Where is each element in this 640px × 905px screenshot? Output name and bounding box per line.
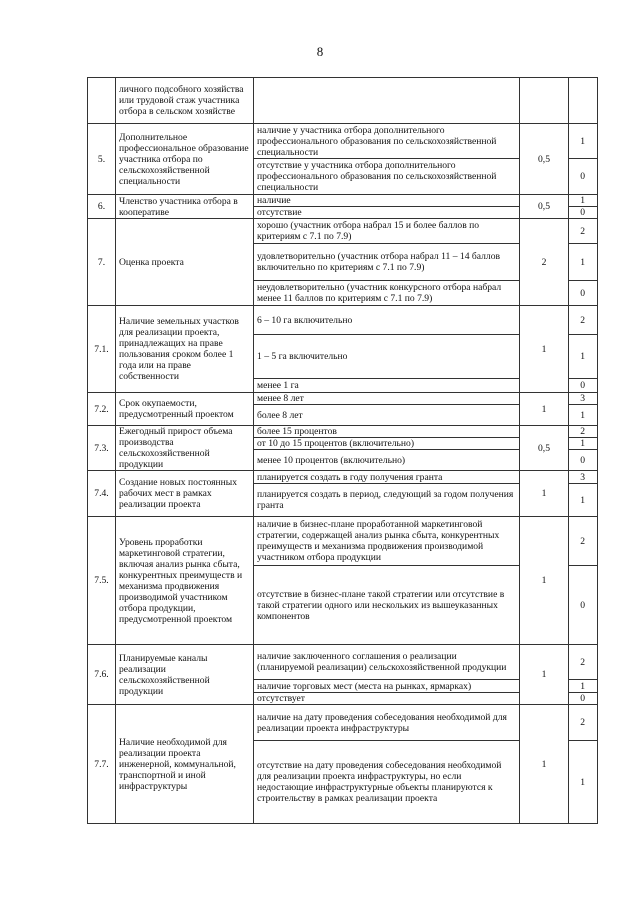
option-score: 1: [569, 244, 598, 281]
criterion-option: 6 – 10 га включительно: [254, 306, 520, 335]
criterion-option: от 10 до 15 процентов (включительно): [254, 438, 520, 450]
criterion-name: Планируемые каналы реализации сельскохозяйственной продукции: [116, 645, 254, 705]
criterion-weight: 0,5: [520, 426, 569, 471]
criterion-option: наличие у участника отбора дополнительного профессионального образования по сельскохозяйственной специальности: [254, 124, 520, 159]
criterion-option: удовлетворительно (участник отбора набрал 11 – 14 баллов включительно по критериям с 7.1 по 7.9): [254, 244, 520, 281]
table-row: [88, 78, 598, 124]
criterion-option: более 15 процентов: [254, 426, 520, 438]
option-score: 1: [569, 195, 598, 207]
criterion-number: 7.3.: [88, 426, 116, 471]
option-score: 0: [569, 379, 598, 393]
criterion-weight: 1: [520, 471, 569, 517]
criterion-name: личного подсобного хозяйства или трудовой стаж участника отбора в сельском хозяйстве: [116, 78, 254, 124]
criterion-weight: 1: [520, 306, 569, 393]
table-row: [88, 306, 598, 335]
criterion-option: наличие торговых мест (места на рынках, ярмарках): [254, 680, 520, 693]
criterion-option: более 8 лет: [254, 405, 520, 426]
option-score: 1: [569, 405, 598, 426]
criterion-option: менее 8 лет: [254, 393, 520, 405]
criterion-option: отсутствие в бизнес-плане такой стратегии или отсутствие в такой стратегии одного или нескольких из вышеуказанных компонентов: [254, 566, 520, 645]
criterion-option: наличие: [254, 195, 520, 207]
option-score: 1: [569, 438, 598, 450]
option-score: 0: [569, 281, 598, 306]
criterion-number: 7.1.: [88, 306, 116, 393]
option-score: [569, 78, 598, 124]
criterion-weight: 2: [520, 219, 569, 306]
option-score: 2: [569, 705, 598, 741]
option-score: 1: [569, 335, 598, 379]
table-row: [88, 471, 598, 484]
option-score: 0: [569, 450, 598, 471]
table-row: [88, 645, 598, 680]
criterion-option: [254, 78, 520, 124]
option-score: 1: [569, 680, 598, 693]
option-score: 0: [569, 693, 598, 705]
criterion-option: менее 10 процентов (включительно): [254, 450, 520, 471]
criterion-weight: 1: [520, 705, 569, 824]
option-score: 1: [569, 124, 598, 159]
criterion-name: Дополнительное профессиональное образование участника отбора по сельскохозяйственной специальности: [116, 124, 254, 195]
table-row: [88, 124, 598, 159]
table-row: [88, 517, 598, 566]
criterion-option: менее 1 га: [254, 379, 520, 393]
criterion-option: 1 – 5 га включительно: [254, 335, 520, 379]
criterion-number: 7.: [88, 219, 116, 306]
table-row: [88, 426, 598, 438]
criterion-number: 5.: [88, 124, 116, 195]
option-score: 1: [569, 741, 598, 824]
criterion-number: [88, 78, 116, 124]
criterion-name: Ежегодный прирост объема производства сельскохозяйственной продукции: [116, 426, 254, 471]
criterion-name: Наличие необходимой для реализации проекта инженерной, коммунальной, транспортной и иной инфраструктуры: [116, 705, 254, 824]
criterion-number: 6.: [88, 195, 116, 219]
table-row: [88, 705, 598, 741]
criterion-name: Наличие земельных участков для реализации проекта, принадлежащих на праве пользования сроком более 1 года или на праве собственности: [116, 306, 254, 393]
criterion-option: планируется создать в период, следующий за годом получения гранта: [254, 484, 520, 517]
criterion-name: Оценка проекта: [116, 219, 254, 306]
criterion-weight: 1: [520, 645, 569, 705]
option-score: 0: [569, 566, 598, 645]
criterion-name: Создание новых постоянных рабочих мест в рамках реализации проекта: [116, 471, 254, 517]
criterion-weight: 1: [520, 393, 569, 426]
option-score: 2: [569, 517, 598, 566]
page-number: 8: [316, 44, 324, 59]
criterion-number: 7.4.: [88, 471, 116, 517]
option-score: 0: [569, 159, 598, 195]
criterion-option: планируется создать в году получения гранта: [254, 471, 520, 484]
criterion-name: Членство участника отбора в кооперативе: [116, 195, 254, 219]
criterion-option: неудовлетворительно (участник конкурсного отбора набрал менее 11 баллов по критериям с 7.1 по 7.9): [254, 281, 520, 306]
criterion-option: отсутствие: [254, 207, 520, 219]
criterion-number: 7.6.: [88, 645, 116, 705]
option-score: 3: [569, 471, 598, 484]
criterion-option: отсутствие у участника отбора дополнительного профессионального образования по сельскохозяйственной специальности: [254, 159, 520, 195]
criterion-weight: 1: [520, 517, 569, 645]
criterion-name: Уровень проработки маркетинговой стратегии, включая анализ рынка сбыта, конкурентных преимуществ и механизма продвижения производимой участником отбора продукции, предусмотренной проектом: [116, 517, 254, 645]
option-score: 3: [569, 393, 598, 405]
option-score: 2: [569, 645, 598, 680]
option-score: 0: [569, 207, 598, 219]
criterion-option: отсутствие на дату проведения собеседования необходимой для реализации проекта инфраструктуры, но если недостающие инфраструктурные объекты планируются к строительству в рамках реализации проекта: [254, 741, 520, 824]
criterion-option: хорошо (участник отбора набрал 15 и более баллов по критериям с 7.1 по 7.9): [254, 219, 520, 244]
criterion-option: наличие в бизнес-плане проработанной маркетинговой стратегии, содержащей анализ рынка сбыта, конкурентных преимуществ и механизма продвижения производимой участником отбора продукции: [254, 517, 520, 566]
criterion-weight: [520, 78, 569, 124]
criterion-number: 7.7.: [88, 705, 116, 824]
criteria-table: [87, 77, 598, 824]
option-score: 2: [569, 426, 598, 438]
criterion-name: Срок окупаемости, предусмотренный проектом: [116, 393, 254, 426]
criterion-option: наличие на дату проведения собеседования необходимой для реализации проекта инфраструктуры: [254, 705, 520, 741]
criterion-weight: 0,5: [520, 195, 569, 219]
criterion-option: отсутствует: [254, 693, 520, 705]
criterion-number: 7.2.: [88, 393, 116, 426]
option-score: 1: [569, 484, 598, 517]
option-score: 2: [569, 306, 598, 335]
criterion-weight: 0,5: [520, 124, 569, 195]
table-row: [88, 195, 598, 207]
criterion-option: наличие заключенного соглашения о реализации (планируемой реализации) сельскохозяйственной продукции: [254, 645, 520, 680]
table-row: [88, 219, 598, 244]
criterion-number: 7.5.: [88, 517, 116, 645]
table-row: [88, 393, 598, 405]
option-score: 2: [569, 219, 598, 244]
